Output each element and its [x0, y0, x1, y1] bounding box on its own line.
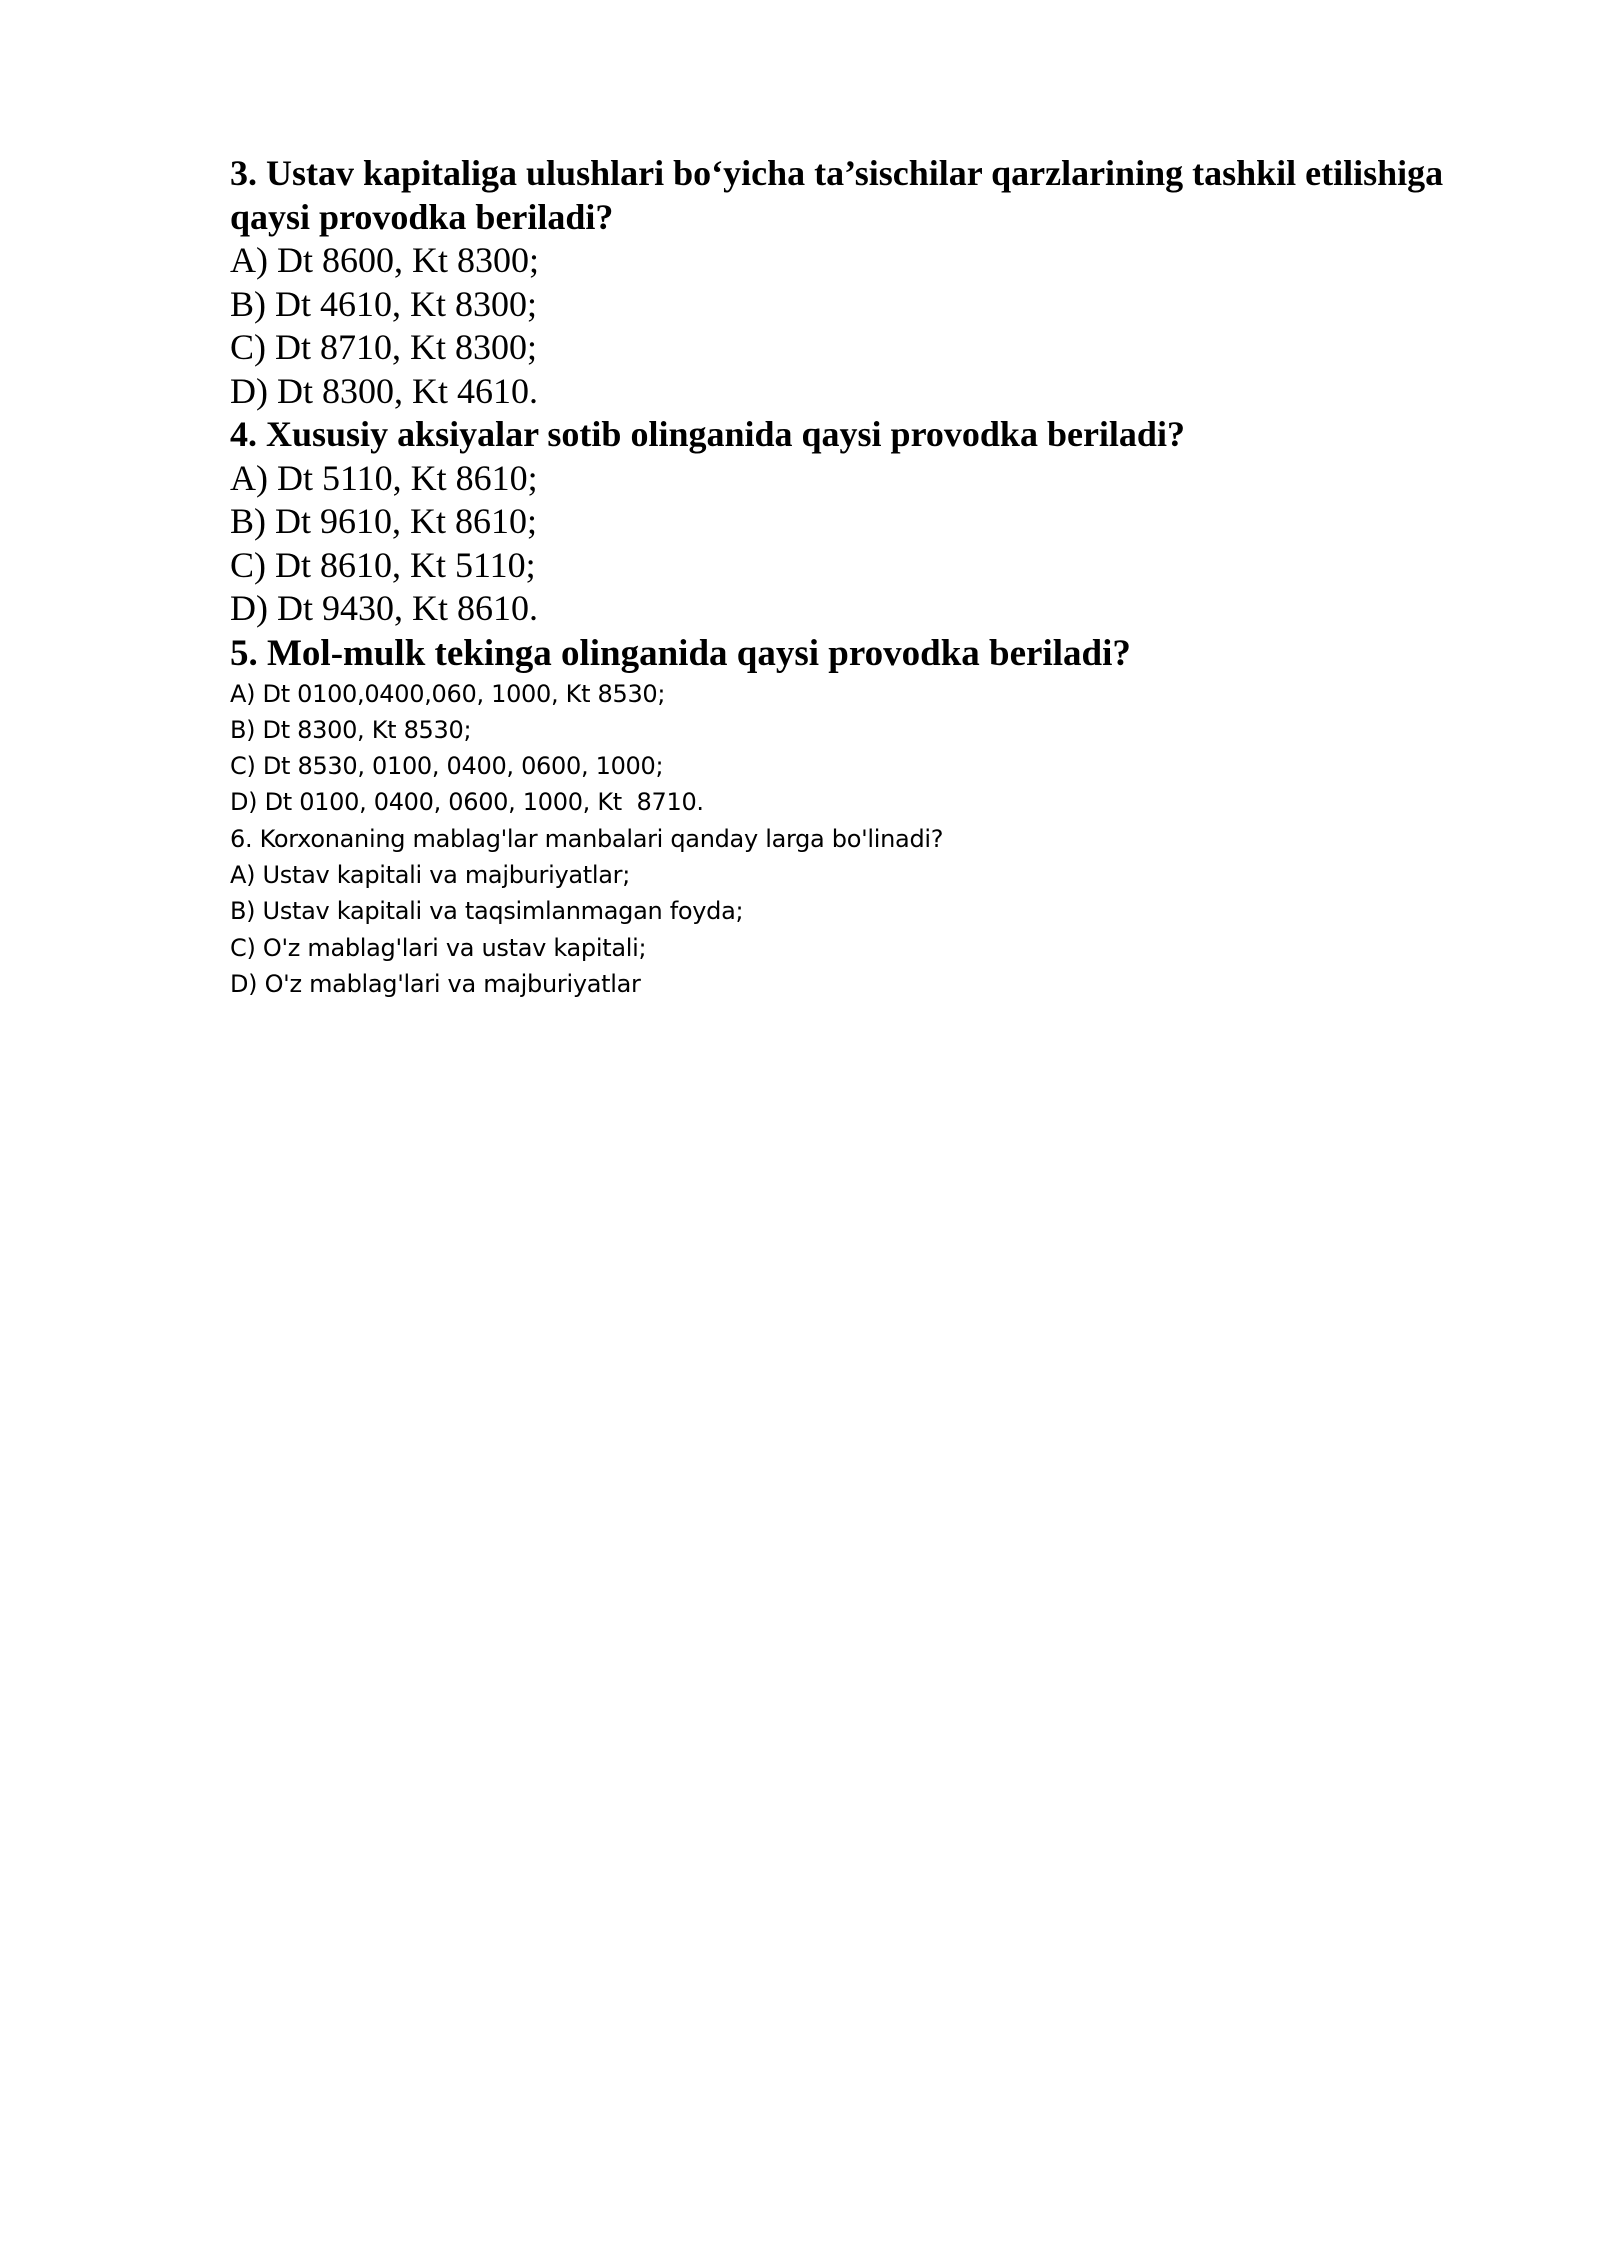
- question-6-option-b: B) Ustav kapitali va taqsimlanmagan foyda;: [230, 897, 744, 926]
- question-4-option-c: C) Dt 8610, Kt 5110;: [230, 544, 536, 585]
- question-3: [230, 152, 1530, 413]
- question-list: [230, 152, 1530, 1002]
- question-6-option-c: C) O'z mablag'lari va ustav kapitali;: [230, 933, 647, 962]
- question-5-option-b: B) Dt 8300, Kt 8530;: [230, 715, 472, 744]
- question-6-option-a: A) Ustav kapitali va majburiyatlar;: [230, 860, 631, 889]
- question-3-title: 3. Ustav kapitaliga ulushlari bo‘yicha ta’sischilar qarzlarining tashkil etilishiga qaysi provodka beriladi?: [230, 153, 1444, 237]
- question-4: [230, 413, 1530, 631]
- question-3-option-b: B) Dt 4610, Kt 8300;: [230, 283, 538, 324]
- question-4-option-a: A) Dt 5110, Kt 8610;: [230, 457, 538, 498]
- question-5-option-d: D) Dt 0100, 0400, 0600, 1000, Kt 8710.: [230, 788, 704, 817]
- question-5-title: 5. Mol-mulk tekinga olinganida qaysi provodka beriladi?: [230, 632, 1131, 674]
- question-4-option-d: D) Dt 9430, Kt 8610.: [230, 588, 538, 628]
- question-4-option-b: B) Dt 9610, Kt 8610;: [230, 501, 538, 541]
- question-5-option-c: C) Dt 8530, 0100, 0400, 0600, 1000;: [230, 752, 664, 781]
- question-5: [230, 631, 1530, 821]
- question-6: [230, 821, 1530, 1002]
- question-3-option-c: C) Dt 8710, Kt 8300;: [230, 327, 538, 367]
- question-6-option-d: D) O'z mablag'lari va majburiyatlar: [230, 969, 641, 998]
- question-3-option-a: A) Dt 8600, Kt 8300;: [230, 240, 539, 280]
- question-6-title: 6. Korxonaning mablag'lar manbalari qanday larga bo'linadi?: [230, 824, 944, 853]
- question-3-option-d: D) Dt 8300, Kt 4610.: [230, 370, 538, 411]
- question-4-title: 4. Xususiy aksiyalar sotib olinganida qaysi provodka beriladi?: [230, 414, 1185, 454]
- question-5-option-a: A) Dt 0100,0400,060, 1000, Kt 8530;: [230, 679, 666, 708]
